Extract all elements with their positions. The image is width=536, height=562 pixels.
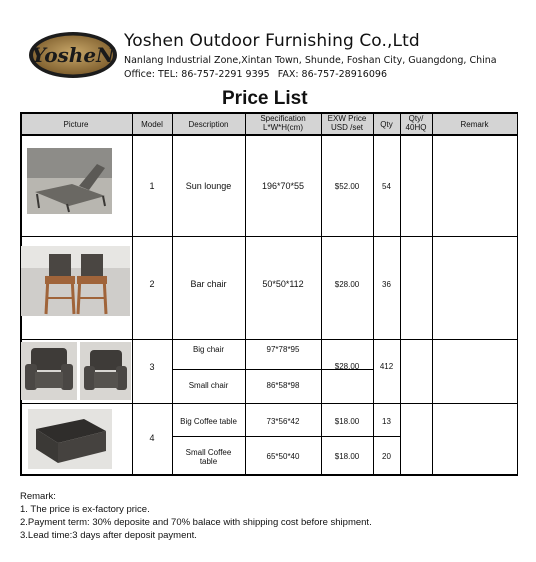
row4-small-table-spec: 65*50*40 <box>266 452 300 461</box>
remarks-heading: Remark: <box>20 491 56 502</box>
header-price-line2: USD /set <box>330 123 363 132</box>
row3-big-chair-spec: 97*78*95 <box>266 345 300 354</box>
header-description: Description <box>188 120 229 129</box>
header-price <box>321 114 373 132</box>
remarks-section <box>20 490 372 542</box>
logo-text: YosheN <box>31 43 115 67</box>
company-logo <box>27 30 119 80</box>
company-address: Nanlang Industrial Zone,Xintan Town, Shunde, Foshan City, Guangdong, China <box>124 55 497 66</box>
big-chair-photo <box>21 342 77 400</box>
remark-line: 1. The price is ex-factory price. <box>20 504 150 515</box>
office-fax: FAX: 86-757-28916096 <box>277 69 387 80</box>
row1-price: $52.00 <box>334 182 360 191</box>
row3-qty: 412 <box>379 362 394 371</box>
header-spec-line1: Specification <box>260 114 306 123</box>
row2-spec: 50*50*112 <box>262 279 304 289</box>
row3-small-chair-description: Small chair <box>188 381 229 390</box>
row2-qty: 36 <box>382 280 391 289</box>
row4-big-table-description: Big Coffee table <box>180 417 237 426</box>
small-chair-photo <box>80 342 131 400</box>
price-table <box>20 112 518 475</box>
row4-small-table-qty: 20 <box>382 452 391 461</box>
row4-big-table-price: $18.00 <box>334 417 360 426</box>
row4-big-table-spec: 73*56*42 <box>266 417 300 426</box>
header-qty40-line1: Qty/ <box>408 114 424 123</box>
remark-line: 2.Payment term: 30% deposite and 70% balace with shipping cost before shipment. <box>20 517 372 528</box>
company-name: Yoshen Outdoor Furnishing Co.,Ltd <box>124 31 420 51</box>
row3-price: $28.00 <box>334 362 360 371</box>
header-qty: Qty <box>380 120 393 129</box>
row4-small-table-description <box>172 448 245 466</box>
row1-spec: 196*70*55 <box>261 181 305 191</box>
header-spec-line2: L*W*H(cm) <box>263 123 303 132</box>
row2-price: $28.00 <box>334 280 360 289</box>
office-tel: Office: TEL: 86-757-2291 9395 <box>124 69 270 80</box>
row4-model: 4 <box>149 433 155 443</box>
header-price-line1: EXW Price <box>327 114 367 123</box>
header-picture: Picture <box>63 120 89 129</box>
company-contact <box>124 69 395 80</box>
header-qty40-line2: 40HQ <box>405 123 427 132</box>
row4-big-table-qty: 13 <box>382 417 391 426</box>
row3-model: 3 <box>149 362 155 372</box>
page-title: Price List <box>222 88 308 109</box>
sun-lounge-photo <box>27 148 112 214</box>
row1-model: 1 <box>149 181 155 191</box>
row4-small-table-description-line2: table <box>199 457 218 466</box>
bar-chair-photo <box>21 246 130 316</box>
row2-model: 2 <box>149 279 155 289</box>
header-remark: Remark <box>460 120 489 129</box>
row3-big-chair-description: Big chair <box>192 345 225 354</box>
row1-qty: 54 <box>382 182 391 191</box>
row4-small-table-description-line1: Small Coffee <box>185 448 232 457</box>
remark-line: 3.Lead time:3 days after deposit payment. <box>20 530 197 541</box>
row4-small-table-price: $18.00 <box>334 452 360 461</box>
row1-description: Sun lounge <box>185 181 232 191</box>
row3-small-chair-spec: 86*58*98 <box>266 381 300 390</box>
coffee-table-photo <box>28 409 112 469</box>
header-qty40 <box>400 114 432 132</box>
header-spec <box>245 114 321 132</box>
row2-description: Bar chair <box>190 279 227 289</box>
header-model: Model <box>141 120 163 129</box>
